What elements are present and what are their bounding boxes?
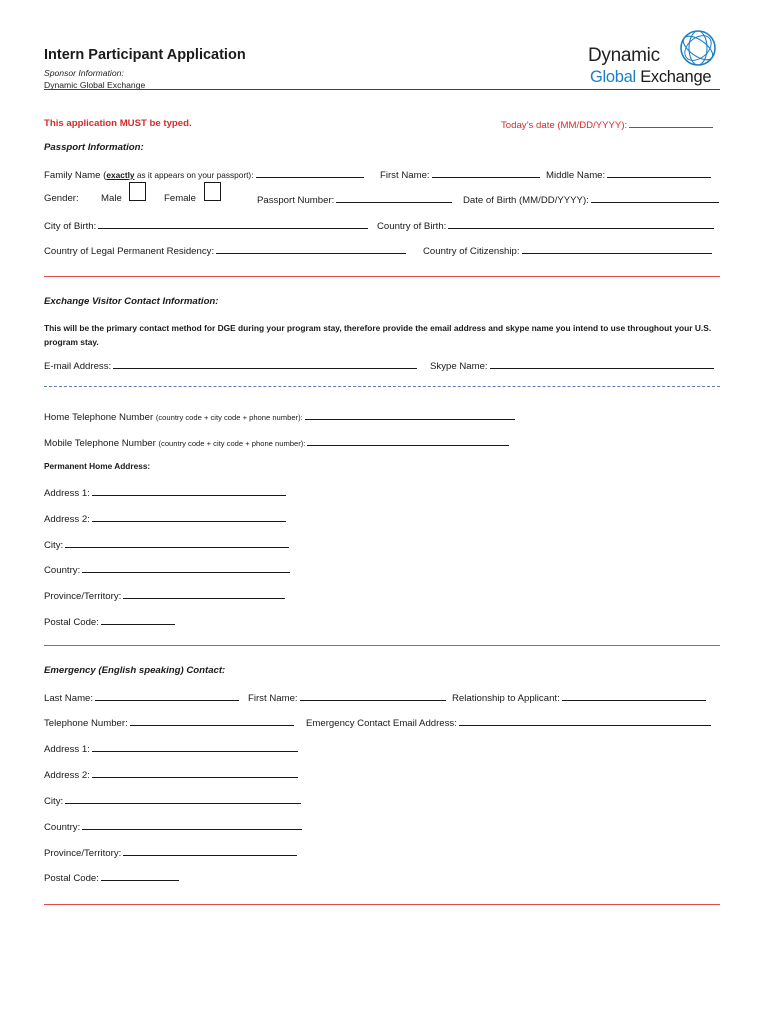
todays-date-label: Today’s date (MM/DD/YYYY): — [501, 120, 628, 131]
family-name-label: Family Name ( — [44, 170, 107, 181]
dge-logo — [588, 28, 722, 92]
middle-name-blank[interactable] — [607, 168, 711, 178]
emergency-province-field[interactable] — [44, 846, 297, 859]
typed-notice: This application MUST be typed. — [44, 118, 192, 129]
citizenship-field[interactable] — [423, 244, 712, 257]
mobile-phone-label: Mobile Telephone Number — [44, 438, 156, 449]
emergency-province-blank[interactable] — [123, 846, 297, 856]
skype-label: Skype Name: — [430, 361, 488, 372]
city-of-birth-field[interactable] — [44, 219, 368, 232]
sponsor-label: Sponsor Information: — [44, 68, 124, 78]
skype-blank[interactable] — [490, 359, 714, 369]
todays-date-field[interactable] — [501, 118, 713, 131]
male-checkbox[interactable] — [129, 182, 146, 201]
residency-label: Country of Legal Permanent Residency: — [44, 246, 215, 257]
home-city-label: City: — [44, 540, 64, 551]
female-checkbox[interactable] — [204, 182, 221, 201]
emergency-phone-field[interactable] — [44, 716, 294, 729]
emergency-address1-blank[interactable] — [92, 742, 298, 752]
home-phone-hint: (country code + city code + phone number): — [155, 413, 303, 422]
first-name-label: First Name: — [380, 170, 430, 181]
emergency-address2-blank[interactable] — [92, 768, 298, 778]
first-name-blank[interactable] — [432, 168, 540, 178]
home-address1-field[interactable] — [44, 486, 286, 499]
contact-instructions: This will be the primary contact method for DGE during your program stay, therefore provide the email address and skype name you intend to use throughout your U.S. program stay. — [44, 323, 712, 347]
residency-field[interactable] — [44, 244, 406, 257]
exactly-emphasis: exactly — [106, 170, 135, 180]
emergency-address1-field[interactable] — [44, 742, 298, 755]
passport-number-field[interactable] — [257, 193, 452, 206]
mobile-phone-blank[interactable] — [307, 436, 509, 446]
emergency-address1-label: Address 1: — [44, 744, 90, 755]
home-phone-field[interactable] — [44, 410, 515, 423]
emergency-country-field[interactable] — [44, 820, 302, 833]
passport-number-blank[interactable] — [336, 193, 452, 203]
home-address2-field[interactable] — [44, 512, 286, 525]
logo-text-global: Global — [590, 68, 636, 86]
home-address1-blank[interactable] — [92, 486, 286, 496]
home-phone-label: Home Telephone Number — [44, 412, 154, 423]
email-label: E-mail Address: — [44, 361, 112, 372]
emergency-province-label: Province/Territory: — [44, 848, 122, 859]
home-postal-field[interactable] — [44, 615, 175, 628]
emergency-last-name-blank[interactable] — [95, 691, 239, 701]
home-postal-blank[interactable] — [101, 615, 175, 625]
country-of-birth-field[interactable] — [377, 219, 714, 232]
home-country-label: Country: — [44, 565, 81, 576]
emergency-first-name-field[interactable] — [248, 691, 446, 704]
home-address2-label: Address 2: — [44, 514, 90, 525]
dob-field[interactable] — [463, 193, 719, 206]
city-of-birth-blank[interactable] — [98, 219, 368, 229]
emergency-last-name-label: Last Name: — [44, 693, 94, 704]
contact-section-heading: Exchange Visitor Contact Information: — [44, 296, 219, 307]
family-name-field[interactable] — [44, 168, 364, 181]
dob-blank[interactable] — [591, 193, 719, 203]
emergency-email-blank[interactable] — [459, 716, 711, 726]
emergency-email-field[interactable] — [306, 716, 711, 729]
emergency-phone-blank[interactable] — [130, 716, 294, 726]
home-city-blank[interactable] — [65, 538, 289, 548]
home-city-field[interactable] — [44, 538, 289, 551]
logo-text-exchange: Exchange — [640, 68, 712, 86]
family-name-blank[interactable] — [256, 168, 364, 178]
home-address1-label: Address 1: — [44, 488, 90, 499]
passport-section-heading: Passport Information: — [44, 142, 144, 153]
emergency-country-label: Country: — [44, 822, 81, 833]
globe-rings-icon — [676, 28, 722, 74]
home-phone-blank[interactable] — [305, 410, 515, 420]
section-divider-2 — [44, 645, 720, 646]
home-province-field[interactable] — [44, 589, 285, 602]
skype-field[interactable] — [430, 359, 714, 372]
relationship-field[interactable] — [452, 691, 706, 704]
emergency-email-label: Emergency Contact Email Address: — [306, 718, 457, 729]
home-address2-blank[interactable] — [92, 512, 286, 522]
emergency-postal-label: Postal Code: — [44, 873, 99, 884]
mobile-phone-field[interactable] — [44, 436, 509, 449]
gender-label: Gender: — [44, 193, 79, 204]
emergency-first-name-blank[interactable] — [300, 691, 446, 701]
emergency-postal-field[interactable] — [44, 871, 179, 884]
logo-text-dynamic: Dynamic — [588, 45, 660, 66]
home-country-blank[interactable] — [82, 563, 290, 573]
city-of-birth-label: City of Birth: — [44, 221, 97, 232]
email-blank[interactable] — [113, 359, 417, 369]
emergency-last-name-field[interactable] — [44, 691, 239, 704]
form-title: Intern Participant Application — [44, 47, 246, 63]
middle-name-label: Middle Name: — [546, 170, 606, 181]
country-of-birth-blank[interactable] — [448, 219, 714, 229]
section-divider-3 — [44, 904, 720, 905]
emergency-city-label: City: — [44, 796, 64, 807]
sponsor-name: Dynamic Global Exchange — [44, 80, 146, 90]
emergency-country-blank[interactable] — [82, 820, 302, 830]
home-province-blank[interactable] — [123, 589, 285, 599]
home-country-field[interactable] — [44, 563, 290, 576]
emergency-first-name-label: First Name: — [248, 693, 298, 704]
emergency-address2-field[interactable] — [44, 768, 298, 781]
dashed-divider — [44, 386, 720, 387]
emergency-address2-label: Address 2: — [44, 770, 90, 781]
citizenship-label: Country of Citizenship: — [423, 246, 520, 257]
citizenship-blank[interactable] — [522, 244, 712, 254]
home-postal-label: Postal Code: — [44, 617, 99, 628]
email-field[interactable] — [44, 359, 417, 372]
relationship-label: Relationship to Applicant: — [452, 693, 560, 704]
residency-blank[interactable] — [216, 244, 406, 254]
male-label: Male — [101, 193, 122, 204]
passport-number-label: Passport Number: — [257, 195, 335, 206]
emergency-section-heading: Emergency (English speaking) Contact: — [44, 665, 226, 676]
emergency-city-blank[interactable] — [65, 794, 301, 804]
emergency-city-field[interactable] — [44, 794, 301, 807]
female-label: Female — [164, 193, 196, 204]
relationship-blank[interactable] — [562, 691, 706, 701]
todays-date-blank[interactable] — [629, 118, 713, 128]
middle-name-field[interactable] — [546, 168, 711, 181]
mobile-phone-hint: (country code + city code + phone number): — [158, 439, 306, 448]
country-of-birth-label: Country of Birth: — [377, 221, 447, 232]
section-divider-1 — [44, 276, 720, 277]
first-name-field[interactable] — [380, 168, 540, 181]
emergency-postal-blank[interactable] — [101, 871, 179, 881]
home-province-label: Province/Territory: — [44, 591, 122, 602]
family-name-hint: as it appears on your passport): — [134, 170, 254, 180]
emergency-phone-label: Telephone Number: — [44, 718, 128, 729]
dob-label: Date of Birth (MM/DD/YYYY): — [463, 195, 589, 206]
permanent-address-heading: Permanent Home Address: — [44, 461, 151, 471]
